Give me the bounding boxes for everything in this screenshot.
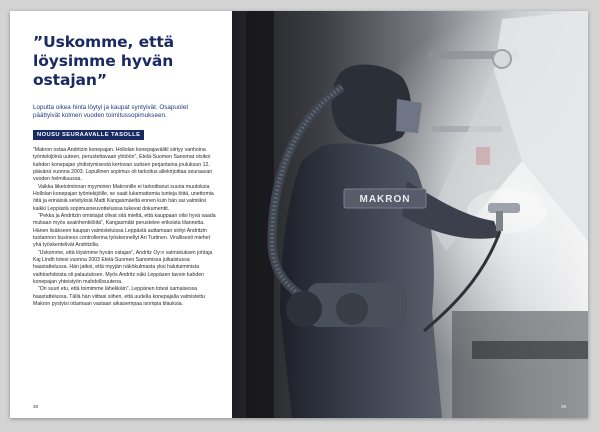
intro-text: Loputta oikea hinta löytyi ja kaupat syntyivät. Osapuolet päättyivät kolmen vuoden toimitussopimukseen. [33, 104, 189, 120]
worker-spray-painting-photo [232, 11, 588, 418]
page-number-left: 38 [33, 404, 39, 409]
body-paragraph: Vaikka liiketoiminnan myyminen Makronille ei tarkoittanut suuria muutoksia Hollolan konepajan työntekijöille, se vaati lukemattomia tunteja töitä, unettomia öitä ja erinäisiä selvityksiä Matti Kangasmäeltä ennen kuin hän sai valmiiksi kaikki Leppästä sopimusneuvotteluissa tukevat dokumentit. [33, 183, 214, 212]
body-paragraph: ”On suuri etu, että toimimme lähekkäin”, Leppänen totesi samaisessa haastattelussa. Tällä hän viittasi siihen, että uudella konepajalla valmistettu Makron pystyisi ottamaan vastaan aikaisempaa isompia tilauksia. [33, 286, 206, 308]
body-paragraph: ”Uskomme, että löysimme hyvän ostajan”, Andritz Oy:n valmistuksen johtaja Kaj Lindh totesi vuonna 2003 Etelä-Suomen Sanomissa julkaistussa haastattelussa. Hän jatkoi, että myyjän näkökulmasta yksi halutuimmista vaihtoehdoista oli palautuksen. Myös Andritz näki Leppäsen tavoin kahden konepajan yhteistyön mahdollisuutena. [33, 249, 213, 285]
body-paragraph: ”Makron ostaa Andritzin konepajan. Hollolan konepajavälikl siirtyy vanhoina työntekijöinä uuteen, perustettavaan yhtiöön”, Etelä-Suomen Sanomat otsikoi kahden konepajan yhdistymisestä kertovan uutisen perjantaina joulukuun 12. päivänä vuonna 2003. Lopullinen sopimus oli tarkoitus allekirjoittaa seuraavan vuoden helmikuussa. [33, 146, 213, 183]
left-page [10, 11, 232, 418]
page-number-right: 39 [560, 404, 566, 409]
body-text [33, 147, 219, 309]
book-spread [10, 11, 588, 418]
right-page-photo [232, 11, 588, 418]
section-subheading: NOUSU SEURAAVALLE TASOLLE [33, 130, 144, 140]
page-headline: ”Uskomme, että löysimme hyvän ostajan” [33, 33, 175, 89]
body-paragraph: ”Pekka ja Andritzin omistajat olivat sitä mieltä, että kauppaan oilsi hyvä saada mukaan myös avainhenkilöitä”, Kangasmäki perustelee erikoista tilannetta. Hänen lisäkseen kaupan valmisteluissa Leppästä auttamaan siirtyi Andritzin tuotannon business controllerina työskennellyt Ari Turtinen. Virallisesti miehet yhä työskentelivät Andritzilla. [33, 212, 216, 249]
jacket-label: MAKRON [359, 194, 411, 205]
